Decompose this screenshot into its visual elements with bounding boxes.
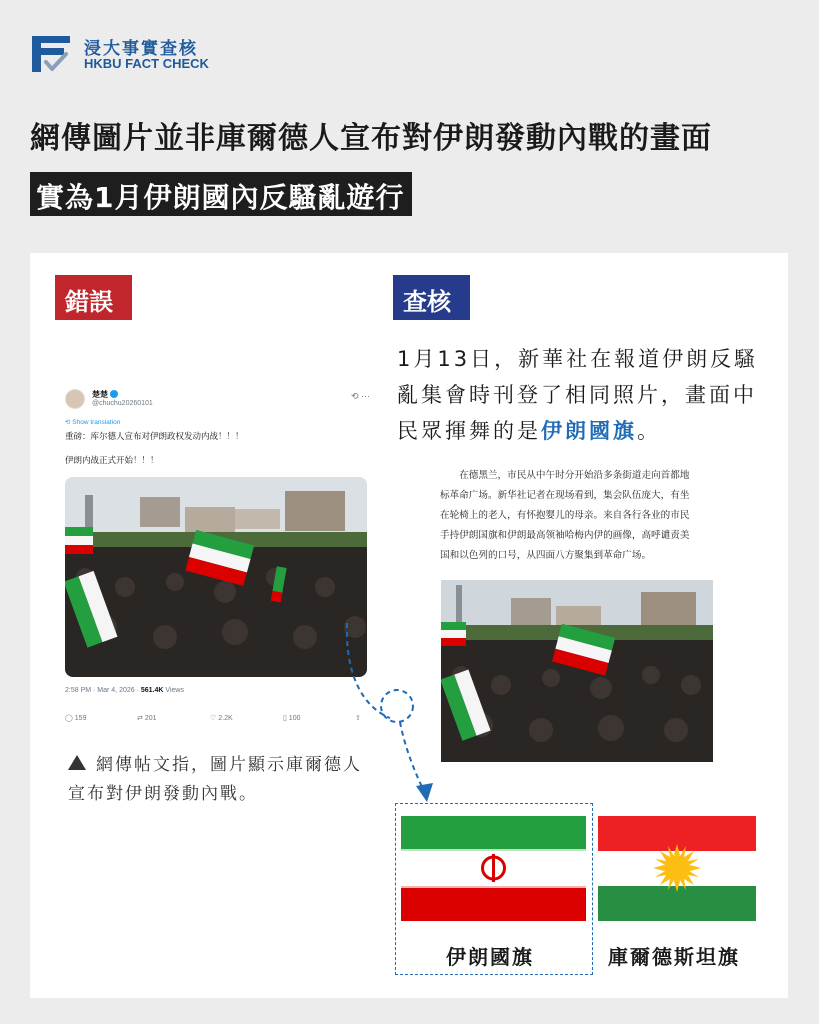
headline: 網傳圖片並非庫爾德人宣布對伊朗發動內戰的畫面: [30, 121, 712, 156]
subheadline: 實為1月伊朗國內反騷亂遊行: [30, 172, 412, 216]
news-line: 国和以色列的口号，从四面八方聚集到革命广场。: [440, 550, 652, 561]
news-line: 标革命广场。新华社记者在现场看到，集会队伍庞大，有坐: [440, 490, 690, 501]
check-tag: 查核: [393, 275, 470, 320]
left-caption: 網傳帖文指，圖片顯示庫爾德人宣布對伊朗發動內戰。: [68, 755, 362, 804]
news-line: 在轮椅上的老人，有怀抱婴儿的母亲。来自各行各业的市民: [440, 510, 690, 521]
wrong-tag: 錯誤: [55, 275, 132, 320]
triangle-icon: [68, 755, 86, 770]
news-line: 手持伊朗国旗和伊朗最高领袖哈梅内伊的画像，高呼谴责美: [440, 530, 690, 541]
translate-link: ⟲ Show translation: [65, 419, 121, 426]
like-icon: ♡ 2.2K: [210, 715, 233, 722]
dashed-arrow: [335, 618, 450, 818]
kurdistan-flag: [598, 816, 756, 921]
tweet-handle: @chuchu20260101: [92, 400, 153, 407]
iran-flag-label: 伊朗國旗: [446, 945, 534, 969]
logo: [30, 30, 230, 76]
tweet-text-2: 伊朗内战正式开始！！！: [65, 456, 159, 466]
highlight-iran-flag: 伊朗國旗: [541, 419, 637, 443]
logo-chinese: 浸大事實查核: [84, 39, 198, 59]
verified-icon: [110, 390, 118, 398]
share-icon: ⇧: [355, 715, 361, 722]
tweet-photo: [65, 477, 367, 677]
check-paragraph: 1月13日，新華社在報道伊朗反騷亂集會時刊登了相同照片，畫面中民眾揮舞的是伊朗國旗。: [397, 347, 759, 443]
reply-icon: ◯ 159: [65, 715, 87, 722]
repost-icon: ⇄ 201: [137, 715, 157, 722]
tweet-author: 楚楚: [92, 389, 118, 400]
tweet-more-icon: ⟲ ···: [350, 391, 370, 401]
news-line: 在德黑兰，市民从中午时分开始沿多条街道走向首都地: [440, 470, 690, 481]
logo-english: HKBU FACT CHECK: [84, 56, 209, 71]
kurdistan-flag-label: 庫爾德斯坦旗: [608, 945, 740, 969]
tweet-text-1: 重磅：库尔德人宣布对伊朗政权发动内战！！！: [65, 432, 244, 442]
tweet-meta: 2:58 PM · Mar 4, 2026 · 561.4K Views: [65, 687, 184, 694]
avatar: [65, 389, 85, 409]
tweet-screenshot: [65, 381, 370, 731]
news-excerpt: [440, 466, 730, 566]
bookmark-icon: ▯ 100: [283, 715, 301, 722]
news-photo: [441, 580, 713, 762]
iran-flag: [401, 816, 586, 921]
content-card: [30, 253, 788, 998]
fact-check-logo-icon: [30, 32, 76, 74]
tweet-actions: [65, 714, 370, 726]
